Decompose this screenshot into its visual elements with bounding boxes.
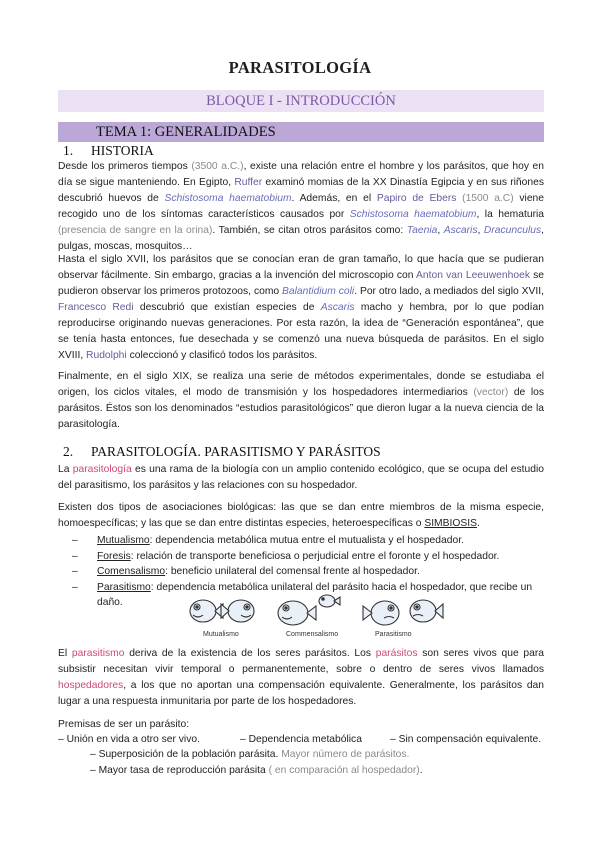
fish-icon	[363, 601, 399, 625]
ruffer-name: Ruffer	[234, 177, 263, 188]
premise-union: – Unión en vida a otro ser vivo.	[58, 734, 200, 745]
list-item: – Comensalismo: beneficio unilateral del comensal frente al hospedador.	[72, 564, 544, 580]
premise-reproduccion: – Mayor tasa de reproducción parásita ( en comparación al hospedador).	[90, 765, 423, 776]
history-paragraph-3: Finalmente, en el siglo XIX, se realiza una serie de métodos experimentales, donde se estudiaba el origen, los ciclos vitales, el modo de transmisión y los hospedadores intermediarios (vector) de los parásitos. Éstos son los denominados “estudios parasitológicos” que dieron lugar a la nueva ciencia de la parasitología.	[58, 371, 544, 430]
section-2-heading	[63, 444, 381, 460]
section-2-title: PARASITOLOGÍA. PARASITISMO Y PARÁSITOS	[91, 444, 381, 459]
fish-icon	[190, 600, 223, 622]
section-1-number: 1.	[63, 143, 74, 158]
fish-icon	[278, 601, 316, 625]
history-paragraph-1: Desde los primeros tiempos (3500 a.C.), existe una relación entre el hombre y los parásitos, que hoy en día se sigue manteniendo. En Egipto, Ruffer examinó momias de la XX Dinastía Egipcia y en sus riñones descubrió huevos de Schistosoma haematobium. Además, en el Papiro de Ebers (1500 a.C) viene recogido uno de los síntomas característicos causados por Schistosoma haematobium, la hematuria (presencia de sangre en la orina). También, se citan otros parásitos como: Taenia, Ascaris, Dracunculus, pulgas, moscas, mosquitos…	[58, 161, 545, 252]
list-item: – Mutualismo: dependencia metabólica mutua entre el mutualista y el hospedador.	[72, 533, 544, 549]
redi-name: Francesco Redi	[58, 302, 134, 313]
associations-paragraph: Existen dos tipos de asociaciones biológicas: las que se dan entre miembros de la misma especie, homoespecíficas; y las que se dan entre distintas especies, heteroespecíficas o SIMBIOSIS.	[58, 502, 544, 529]
premise-superposicion: – Superposición de la población parásita. Mayor número de parásitos.	[90, 749, 410, 760]
list-item: – Parasitismo: dependencia metabólica unilateral del parásito hacia el hospedador, que recibe un daño.	[72, 580, 544, 611]
list-item: – Foresis: relación de transporte beneficiosa o perjudicial entre el foronte y el hospedador.	[72, 549, 544, 565]
fish-icon	[410, 600, 443, 622]
commensalism-label: Commensalismo	[286, 631, 339, 638]
section-1-heading	[63, 143, 154, 159]
mutualism-label: Mutualismo	[203, 631, 239, 638]
symbiosis-illustration	[185, 591, 445, 641]
page-title: PARASITOLOGÍA	[228, 58, 372, 77]
block-heading: BLOQUE I - INTRODUCCIÓN	[58, 90, 544, 112]
fish-drawing-icon	[185, 591, 445, 635]
rudolphi-name: Rudolphi	[86, 350, 127, 361]
parasitism-paragraph: El parasitismo deriva de la existencia de los seres parásitos. Los parásitos son seres vivos que para subsistir necesitan vivir temporal o permanentemente, sobre o dentro de seres vivos llamados hospedadores, a los que no aportan una compensación equivalente. Generalmente, los parásitos dan lugar a una respuesta inmunitaria por parte de los hospedadores.	[58, 648, 544, 707]
fish-icon	[319, 595, 340, 607]
premise-compensacion: – Sin compensación equivalente.	[390, 734, 542, 745]
history-paragraph-2: Hasta el siglo XVII, los parásitos que se conocían eran de gran tamaño, lo que hacía que se pudieran observar fácilmente. Sin embargo, gracias a la invención del microscopio con Anton van Leeuwenhoek se pudieron observar los primeros protozoos, como Balantidium coli. Por otro lado, a mediados del siglo XVII, Francesco Redi descubrió que existían especies de Ascaris macho y hembra, por lo que podían reproducirse originando nuevas generaciones. Por esta razón, la idea de “Generación espontánea”, que se tenía hasta entonces, fue desechada y se comenzó una nueva búsqueda de parásitos. En el siglo XVIII, Rudolphi coleccionó y clasificó todos los parásitos.	[58, 254, 544, 361]
section-2-number: 2.	[63, 444, 74, 459]
premise-dependencia: – Dependencia metabólica	[240, 734, 362, 745]
section-1-title: HISTORIA	[91, 143, 154, 158]
fish-icon	[221, 600, 254, 622]
parasitology-paragraph: La parasitología es una rama de la biología con un amplio contenido ecológico, que se ocupa del estudio del parasitismo, los parásitos y las relaciones con su hospedador.	[58, 464, 544, 491]
topic-heading: TEMA 1: GENERALIDADES	[58, 122, 544, 142]
premisas-title: Premisas de ser un parásito:	[58, 719, 190, 730]
species-name: Schistosoma haematobium	[164, 193, 292, 204]
parasitism-label: Parasitismo	[375, 631, 412, 638]
papiro-ebers: Papiro de Ebers	[376, 193, 457, 204]
species-name: Schistosoma haematobium	[349, 209, 477, 220]
leeuwenhoek-name: Anton van Leeuwenhoek	[416, 270, 530, 281]
